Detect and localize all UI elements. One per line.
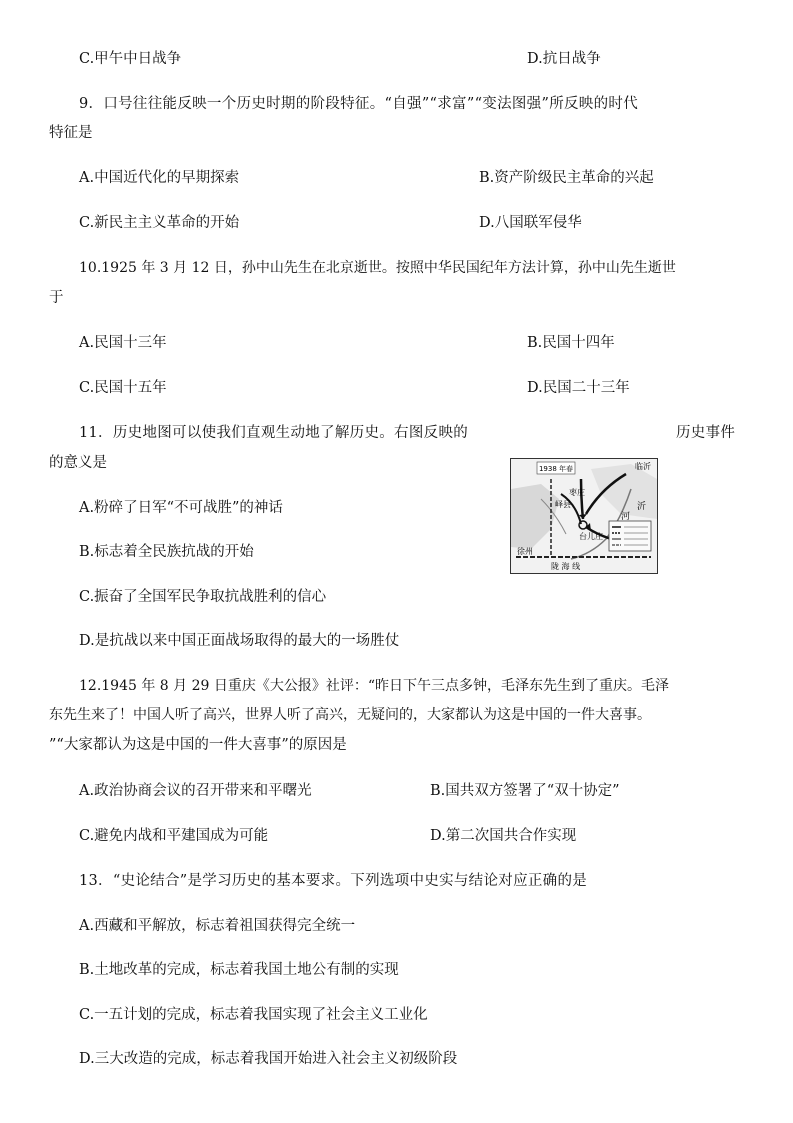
q9-stem: 9．口号往往能反映一个历史时期的阶段特征。“自强”“求富”“变法图强”所反映的时代: [79, 96, 638, 112]
q11-option-b: B.标志着全民族抗战的开始: [79, 544, 254, 560]
q10-stem: 10.1925 年 3 月 12 日，孙中山先生在北京逝世。按照中华民国纪年方法计算，孙中山先生逝世: [79, 260, 676, 276]
map-place-he: 河: [621, 512, 631, 522]
q11-stem-cont: 的意义是: [49, 455, 107, 471]
q11-stem-right: 历史事件: [676, 425, 736, 441]
q10-option-c: C.民国十五年: [79, 380, 167, 396]
q10-option-d: D.民国二十三年: [527, 380, 630, 396]
q13-option-d: D.三大改造的完成，标志着我国开始进入社会主义初级阶段: [79, 1051, 458, 1067]
map-place-yi: 沂: [637, 502, 647, 512]
map-railway-label: 陇 海 线: [551, 562, 581, 571]
q13-option-c: C.一五计划的完成，标志着我国实现了社会主义工业化: [79, 1007, 428, 1023]
q11-option-a: A.粉碎了日军“不可战胜”的神话: [79, 500, 283, 516]
q9-stem-cont: 特征是: [49, 125, 93, 141]
q11-option-d: D.是抗战以来中国正面战场取得的最大的一场胜仗: [79, 633, 400, 649]
map-place-yixian: 峄县: [555, 500, 571, 509]
q10-option-b: B.民国十四年: [527, 335, 615, 351]
q12-option-c: C.避免内战和平建国成为可能: [79, 828, 269, 844]
q9-option-a: A.中国近代化的早期探索: [79, 170, 240, 186]
q9-option-b: B.资产阶级民主革命的兴起: [479, 170, 654, 186]
q13-option-b: B.土地改革的完成，标志着我国土地公有制的实现: [79, 962, 399, 978]
q12-stem-cont1: 东先生来了！中国人听了高兴，世界人听了高兴，无疑问的，大家都认为这是中国的一件大喜事。: [49, 707, 651, 723]
q12-stem: 12.1945 年 8 月 29 日重庆《大公报》社评：“昨日下午三点多钟，毛泽东先生到了重庆。毛泽: [79, 678, 670, 694]
q10-stem-cont: 于: [49, 290, 64, 306]
q13-option-a: A.西藏和平解放，标志着祖国获得完全统一: [79, 918, 356, 934]
q12-option-d: D.第二次国共合作实现: [430, 828, 577, 844]
q11-option-c: C.振奋了全国军民争取抗战胜利的信心: [79, 589, 327, 605]
q13-stem: 13．“史论结合”是学习历史的基本要求。下列选项中史实与结论对应正确的是: [79, 873, 588, 889]
map-place-linyi: 临沂: [635, 462, 651, 471]
q11-stem: 11．历史地图可以使我们直观生动地了解历史。右图反映的: [79, 425, 469, 441]
q9-option-d: D.八国联军侵华: [479, 215, 582, 231]
historical-map-taierzhuang: [510, 458, 658, 574]
map-place-xuzhou: 徐州: [517, 547, 533, 556]
q12-option-a: A.政治协商会议的召开带来和平曙光: [79, 783, 312, 799]
q12-option-b: B.国共双方签署了“双十协定”: [430, 783, 620, 799]
q8-option-d: D.抗日战争: [527, 51, 601, 67]
q10-option-a: A.民国十三年: [79, 335, 167, 351]
map-place-taierzhuang: 台儿庄: [579, 532, 603, 541]
map-year-label: 1938 年春: [538, 465, 574, 473]
map-place-zaozhuang: 枣庄: [569, 488, 585, 497]
q12-stem-cont2: ”“大家都认为这是中国的一件大喜事”的原因是: [49, 737, 347, 753]
q9-option-c: C.新民主主义革命的开始: [79, 215, 240, 231]
q8-option-c: C.甲午中日战争: [79, 51, 182, 67]
